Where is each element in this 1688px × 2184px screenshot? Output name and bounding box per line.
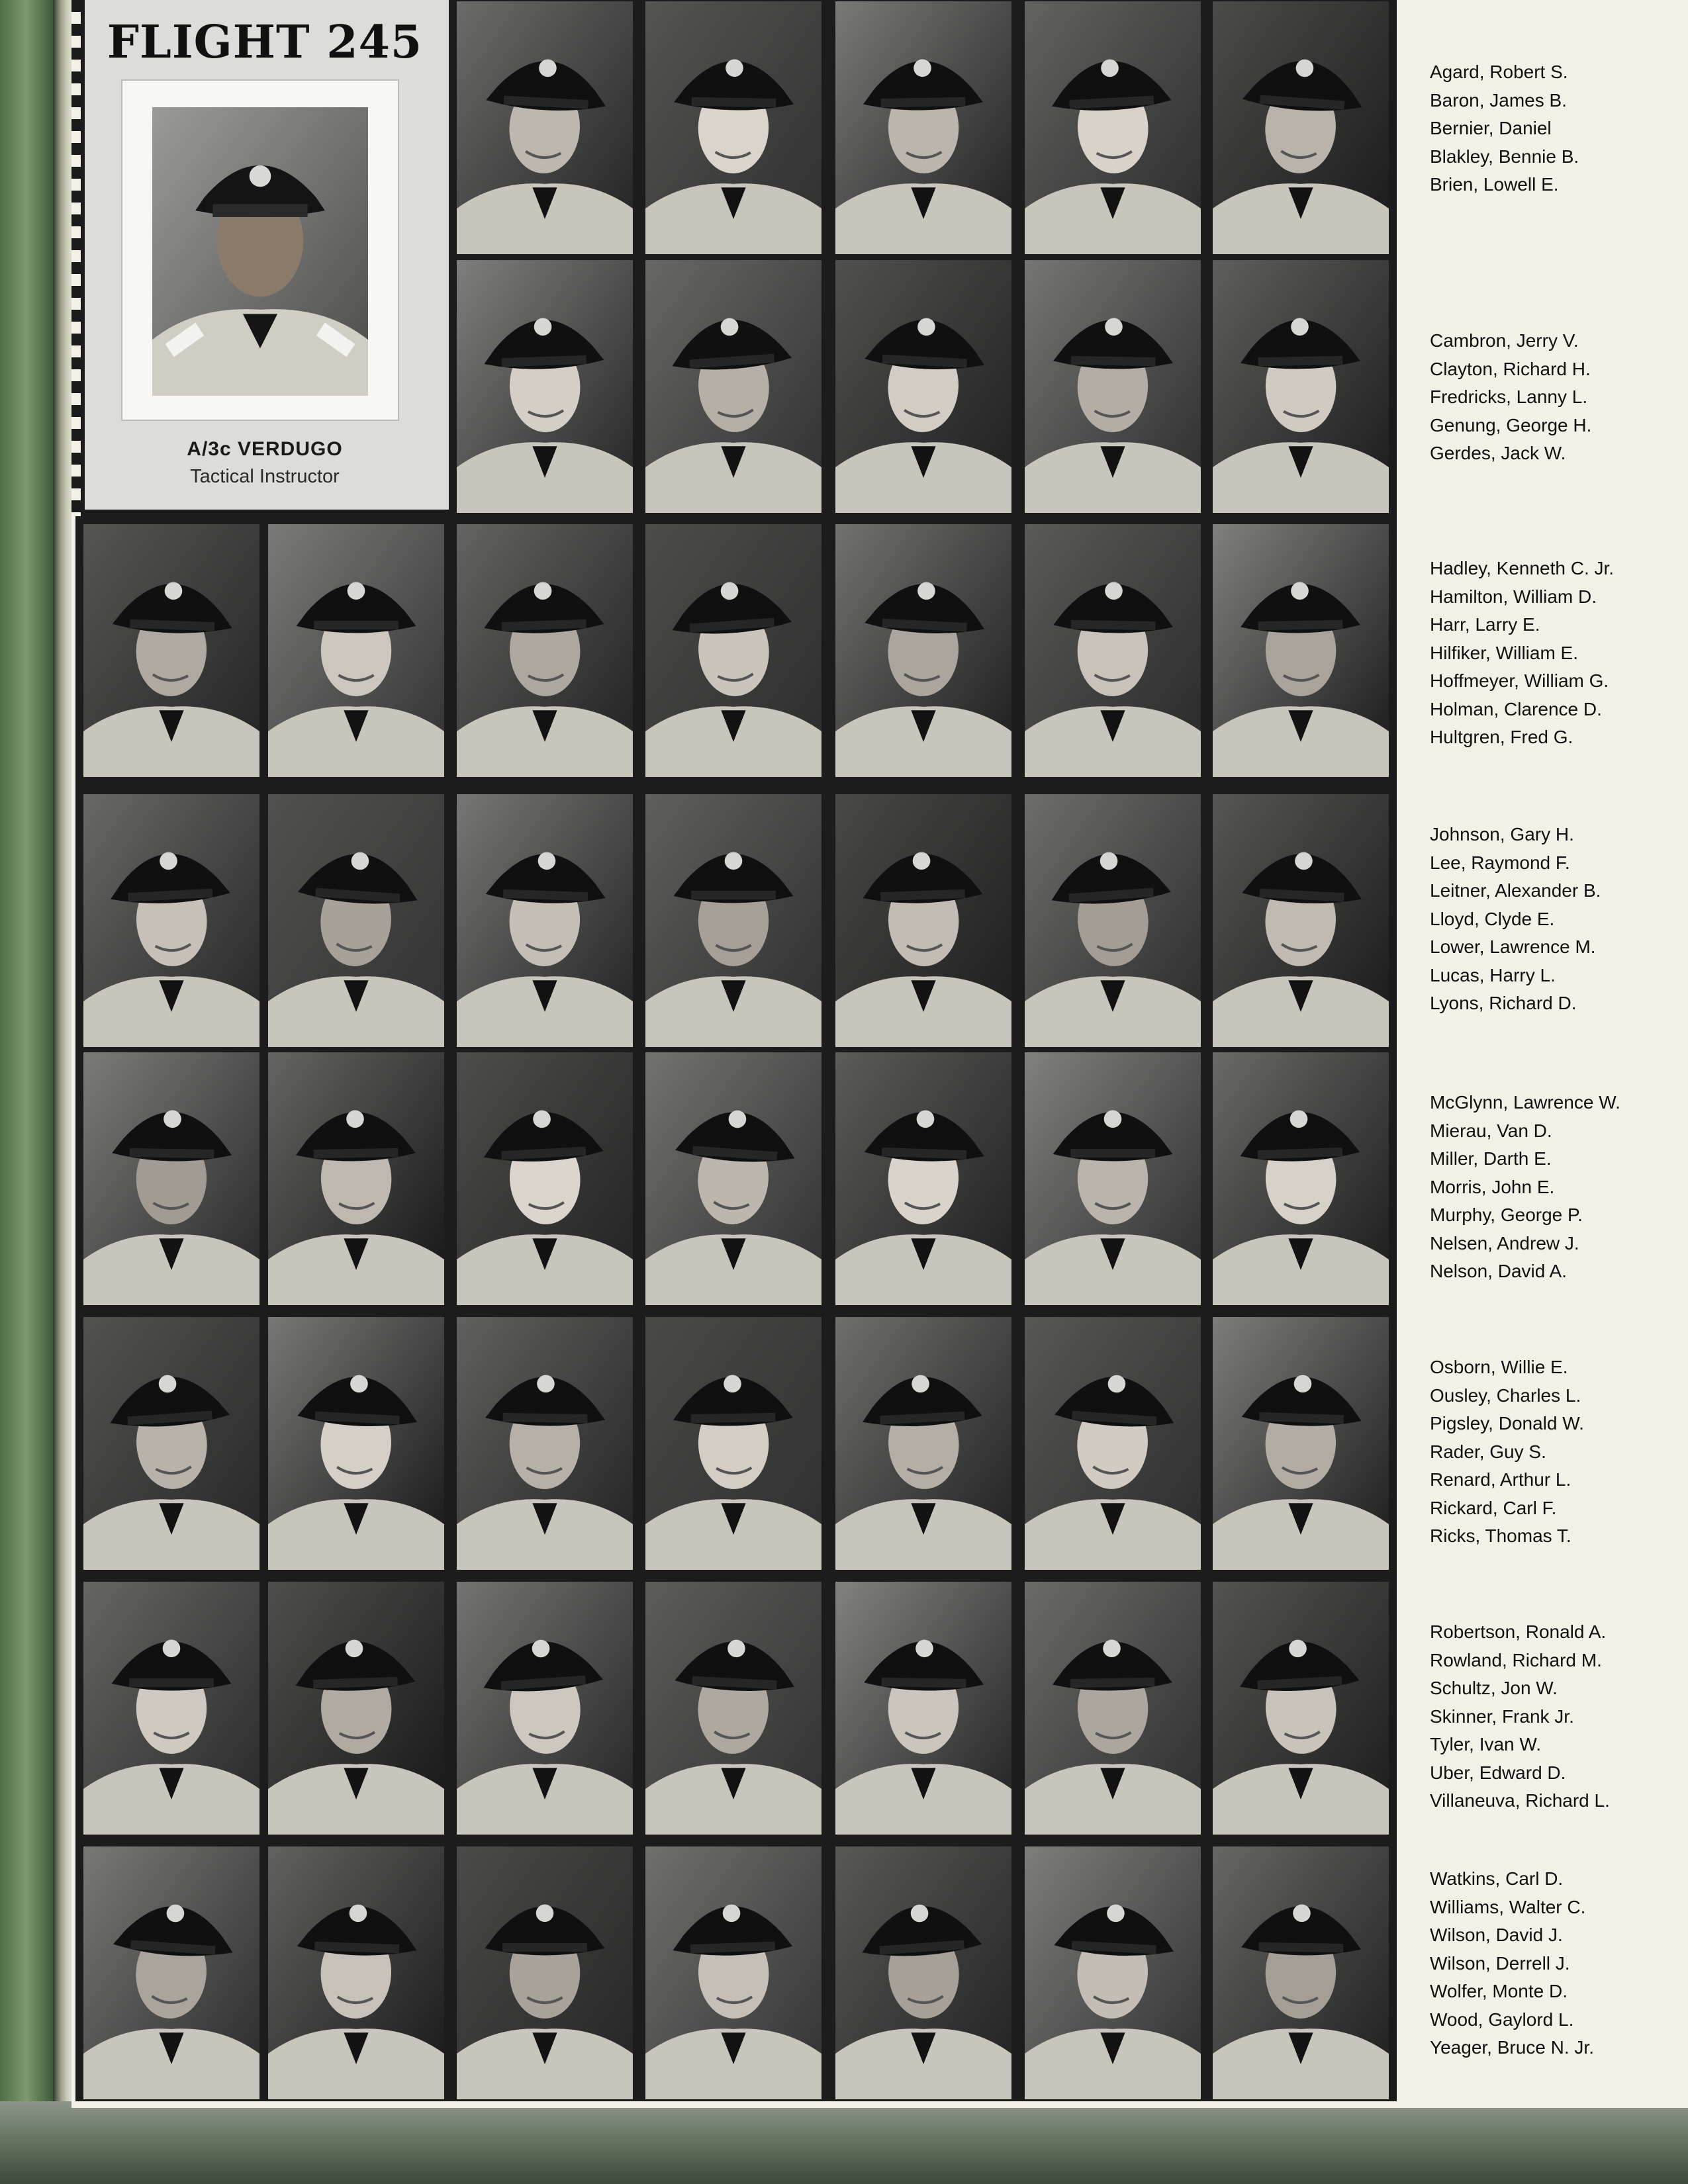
cadet-name: Hamilton, William D. [1430,586,1597,607]
cadet-portrait [1213,1317,1389,1570]
cadet-portrait [835,1582,1011,1835]
cadet-name: Wilson, David J. [1430,1925,1563,1945]
cadet-portrait [1213,794,1389,1047]
cadet-name: Pigsley, Donald W. [1430,1413,1584,1433]
cadet-name: Nelson, David A. [1430,1261,1567,1281]
name-list [1430,1865,1681,2062]
cadet-portrait [83,794,259,1047]
cadet-portrait [835,524,1011,777]
cadet-portrait [457,524,633,777]
cadet-portrait [268,1052,444,1305]
name-list [1430,555,1681,752]
instructor-portrait [152,107,368,396]
cadet-name: Ousley, Charles L. [1430,1385,1581,1406]
name-list [1430,1353,1681,1551]
cadet-name: McGlynn, Lawrence W. [1430,1092,1620,1113]
name-list [1430,1618,1681,1815]
cadet-name: Morris, John E. [1430,1176,1555,1197]
cadet-name: Gerdes, Jack W. [1430,443,1566,463]
cadet-portrait [83,1052,259,1305]
cadet-portrait [457,1317,633,1570]
cadet-portrait [835,794,1011,1047]
cadet-portrait [645,1846,821,2099]
cadet-name: Rowland, Richard M. [1430,1649,1602,1670]
scan-bottom-edge [0,2101,1688,2184]
gutter-dash-border [71,0,81,516]
name-list [1430,327,1681,468]
cadet-name: Leitner, Alexander B. [1430,880,1601,901]
flight-title: FLIGHT 245 [107,16,423,69]
cadet-name: Skinner, Frank Jr. [1430,1706,1574,1727]
cadet-name: Renard, Arthur L. [1430,1469,1571,1490]
cadet-portrait [645,260,821,513]
cadet-name: Murphy, George P. [1430,1205,1583,1225]
cadet-portrait [83,1582,259,1835]
cadet-portrait [1025,1317,1201,1570]
cadet-portrait [268,1846,444,2099]
cadet-name: Johnson, Gary H. [1430,824,1574,844]
cadet-portrait [457,1846,633,2099]
cadet-portrait [835,1846,1011,2099]
cadet-name: Agard, Robert S. [1430,62,1568,82]
cadet-portrait [835,260,1011,513]
cadet-portrait [645,794,821,1047]
cadet-name: Brien, Lowell E. [1430,174,1559,195]
cadet-portrait [457,1052,633,1305]
cadet-name: Harr, Larry E. [1430,614,1540,635]
cadet-name: Tyler, Ivan W. [1430,1734,1542,1754]
cadet-name: Cambron, Jerry V. [1430,330,1579,351]
cadet-name: Clayton, Richard H. [1430,358,1591,379]
cadet-portrait [835,1,1011,254]
cadet-name: Lee, Raymond F. [1430,852,1570,873]
cadet-portrait [1025,1,1201,254]
cadet-name: Lyons, Richard D. [1430,993,1577,1013]
cadet-name: Wolfer, Monte D. [1430,1981,1568,2001]
cadet-name: Miller, Darth E. [1430,1148,1552,1169]
instructor-role: Tactical Instructor [190,466,340,487]
cadet-portrait [457,794,633,1047]
cadet-name: Schultz, Jon W. [1430,1678,1558,1698]
cadet-portrait [1213,1052,1389,1305]
cadet-name: Hilfiker, William E. [1430,642,1579,663]
cadet-name: Wilson, Derrell J. [1430,1952,1570,1974]
cadet-name: Rader, Guy S. [1430,1441,1546,1462]
cadet-portrait [1213,1846,1389,2099]
cadet-portrait [1213,260,1389,513]
cadet-portrait [83,524,259,777]
cadet-portrait [268,524,444,777]
cadet-portrait [645,524,821,777]
cadet-portrait [645,1582,821,1835]
cadet-name: Yeager, Bruce N. Jr. [1430,2037,1594,2058]
cadet-portrait [1213,524,1389,777]
cadet-name: Lucas, Harry L. [1430,964,1556,985]
cadet-portrait [83,1846,259,2099]
cadet-portrait [268,1317,444,1570]
cadet-name: Bernier, Daniel [1430,118,1552,138]
cadet-name: Nelsen, Andrew J. [1430,1232,1579,1253]
cadet-portrait [457,1582,633,1835]
cadet-portrait [1025,1846,1201,2099]
cadet-name: Rickard, Carl F. [1430,1497,1557,1518]
cadet-portrait [835,1317,1011,1570]
cadet-name: Hadley, Kenneth C. Jr. [1430,558,1615,578]
cadet-portrait [1025,1582,1201,1835]
cadet-portrait [1025,524,1201,777]
cadet-portrait [645,1052,821,1305]
name-list [1430,821,1681,1018]
cadet-name: Baron, James B. [1430,89,1567,111]
cadet-name: Uber, Edward D. [1430,1762,1566,1783]
name-list [1430,1089,1681,1286]
cadet-portrait [457,1,633,254]
cadet-portrait [1025,1052,1201,1305]
cadet-name: Robertson, Ronald A. [1430,1621,1607,1642]
instructor-rank-name: A/3c VERDUGO [187,438,343,460]
cadet-name: Ricks, Thomas T. [1430,1525,1571,1546]
cadet-name: Fredricks, Lanny L. [1430,387,1588,407]
cadet-name: Genung, George H. [1430,414,1592,435]
cadet-name: Villaneuva, Richard L. [1430,1790,1610,1811]
cadet-portrait [268,1582,444,1835]
cadet-name: Lower, Lawrence M. [1430,936,1596,957]
cadet-name: Osborn, Willie E. [1430,1357,1568,1377]
cadet-portrait [83,1317,259,1570]
cadet-name: Watkins, Carl D. [1430,1868,1564,1889]
cadet-portrait [268,794,444,1047]
cadet-name: Williams, Walter C. [1430,1896,1586,1917]
cadet-portrait [1213,1582,1389,1835]
cadet-portrait [645,1,821,254]
cadet-name: Hultgren, Fred G. [1430,727,1573,747]
cadet-name: Hoffmeyer, William G. [1430,670,1609,691]
cadet-portrait [457,260,633,513]
cadet-portrait [1025,260,1201,513]
book-binding-edge [53,0,73,2184]
cadet-name: Mierau, Van D. [1430,1120,1552,1141]
cadet-portrait [835,1052,1011,1305]
cadet-name: Holman, Clarence D. [1430,698,1602,719]
cadet-portrait [1025,794,1201,1047]
cadet-portrait [1213,1,1389,254]
cadet-name: Lloyd, Clyde E. [1430,908,1555,929]
cadet-portrait [645,1317,821,1570]
cadet-name: Blakley, Bennie B. [1430,146,1579,167]
name-list [1430,58,1681,199]
cadet-name: Wood, Gaylord L. [1430,2009,1574,2030]
